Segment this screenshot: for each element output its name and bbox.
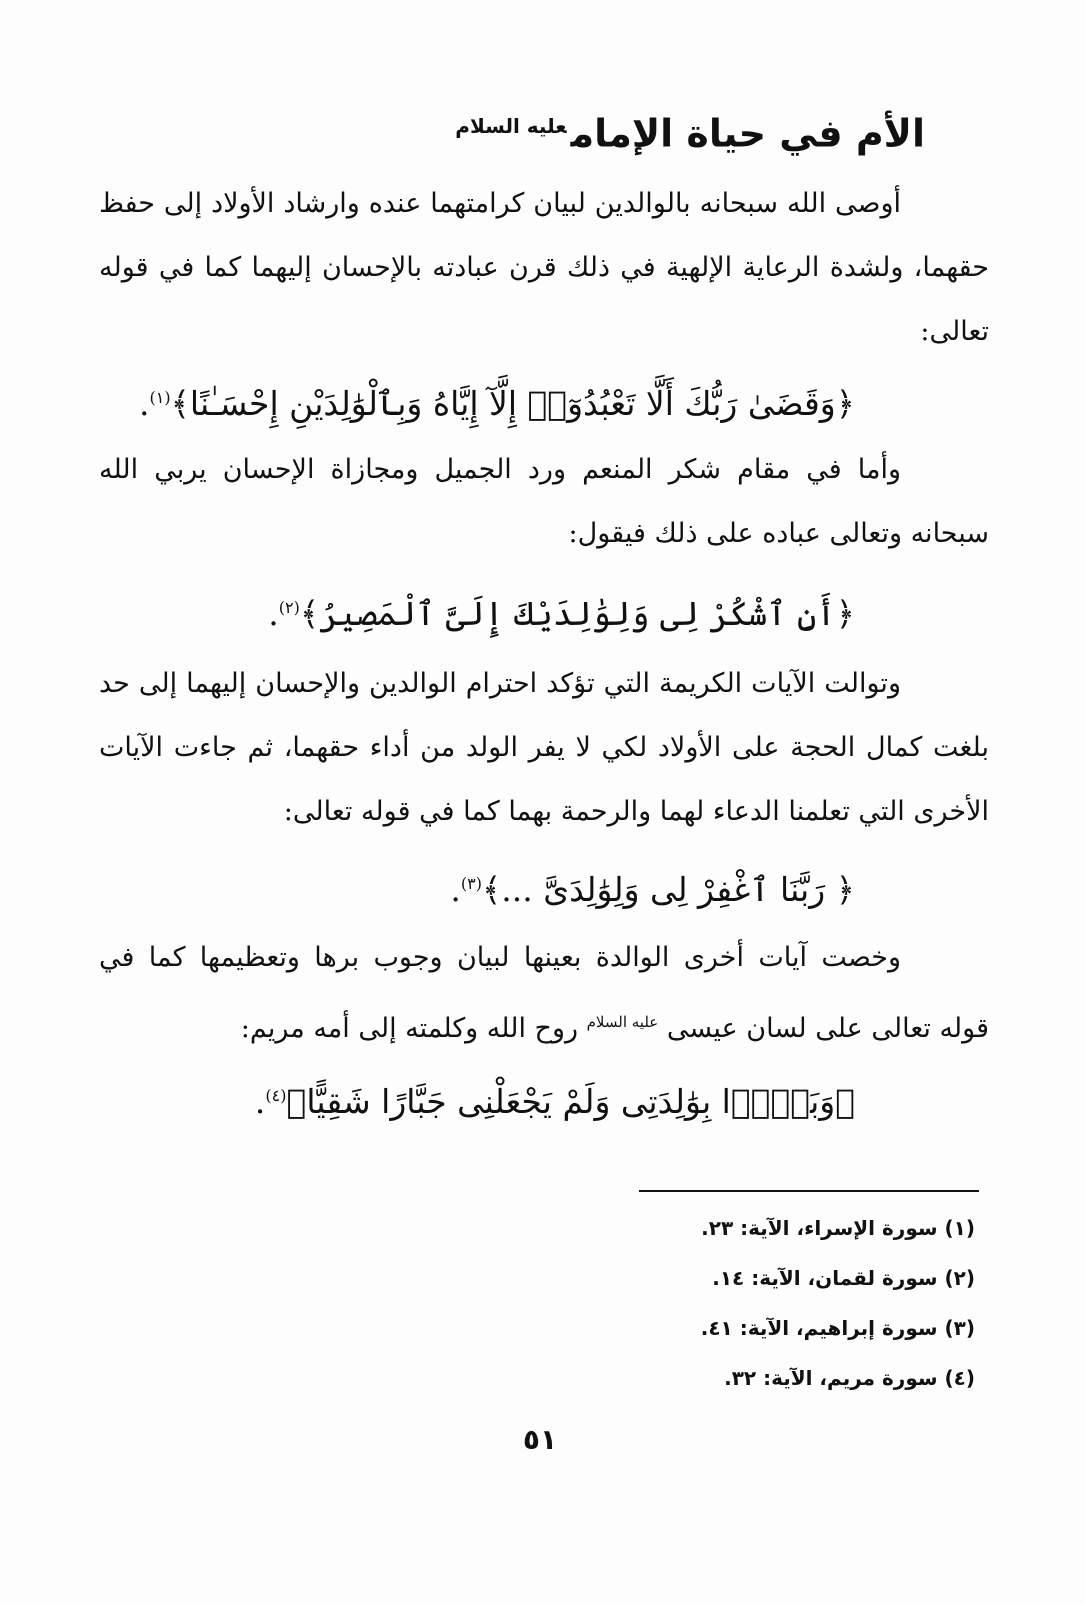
verse-text: ﴿ رَبَّنَا ٱغْفِرْ لِى وَلِوَٰلِدَىَّ ...﴾ — [481, 870, 855, 909]
verse-4 — [255, 1068, 855, 1130]
paragraph-2 — [99, 438, 989, 566]
paragraph-text: وأما في مقام شكر المنعم ورد الجميل ومجازاة الإحسان يربي الله سبحانه وتعالى عباده على ذلك فيقول: — [99, 454, 989, 549]
footnote-ref: (١) — [149, 388, 171, 407]
paragraph-text-after: روح الله وكلمته إلى أمه مريم: — [240, 1013, 579, 1044]
verse-end: . — [254, 1082, 266, 1121]
section-heading — [455, 96, 925, 164]
paragraph-4 — [99, 926, 989, 1061]
footnote-4: (٤) سورة مريم، الآية: ٣٢. — [724, 1366, 975, 1390]
inline-honorific: عليه السلام — [586, 1013, 659, 1031]
verse-1 — [139, 370, 855, 432]
paragraph-text: أوصى الله سبحانه بالوالدين لبيان كرامتهما عنده وارشاد الأولاد إلى حفظ حقهما، ولشدة الرعاية الإلهية في ذلك قرن عبادته بالإحسان إليهما كما في قوله تعالى: — [99, 188, 989, 347]
paragraph-text-before: وخصت آيات أخرى الوالدة بعينها لبيان وجوب برها وتعظيمها كما في قوله تعالى على لسان عيسى — [99, 942, 989, 1044]
heading-honorific: عليه السلام — [455, 114, 567, 138]
footnote-1: (١) سورة الإسراء، الآية: ٢٣. — [701, 1216, 975, 1240]
footnote-2: (٢) سورة لقمان، الآية: ١٤. — [712, 1266, 975, 1290]
verse-text: ﴿وَقَضَىٰ رَبُّكَ أَلَّا تَعْبُدُوٓا۟ إِلَّآ إِيَّاهُ وَبِٱلْوَٰلِدَيْنِ إِحْسَـٰنًا﴾ — [170, 384, 855, 423]
verse-2 — [268, 580, 855, 642]
paragraph-1 — [99, 172, 989, 364]
footnote-ref: (٣) — [460, 874, 482, 893]
footnote-ref: (٤) — [265, 1086, 287, 1105]
verse-end: . — [268, 594, 279, 633]
footnote-ref: (٢) — [278, 598, 300, 617]
paragraph-3 — [99, 652, 989, 844]
verse-end: . — [139, 384, 150, 423]
page-number: ٥١ — [522, 1423, 558, 1456]
verse-text: ﴿أَنِ ٱشْكُرْ لِى وَلِوَٰلِدَيْكَ إِلَىَّ ٱلْمَصِيرُ﴾ — [299, 594, 855, 633]
verse-text: ﴿وَبَرًّۢا بِوَٰلِدَتِى وَلَمْ يَجْعَلْنِى جَبَّارًا شَقِيًّا﴾ — [286, 1082, 855, 1121]
verse-3 — [450, 856, 855, 918]
verse-end: . — [450, 870, 461, 909]
footnote-divider — [639, 1190, 979, 1192]
footnotes — [701, 1203, 975, 1403]
heading-title: الأم في حياة الإمام — [570, 111, 925, 156]
footnote-3: (٣) سورة إبراهيم، الآية: ٤١. — [700, 1316, 975, 1340]
paragraph-text: وتوالت الآيات الكريمة التي تؤكد احترام الوالدين والإحسان إليهما إلى حد بلغت كمال الحجة على الأولاد لكي لا يفر الولد من أداء حقهما، ثم جاءت الآيات الأخرى التي تعلمنا الدعاء لهما والرحمة بهما كما في قوله تعالى: — [99, 668, 989, 827]
paragraph-text — [99, 926, 989, 1061]
